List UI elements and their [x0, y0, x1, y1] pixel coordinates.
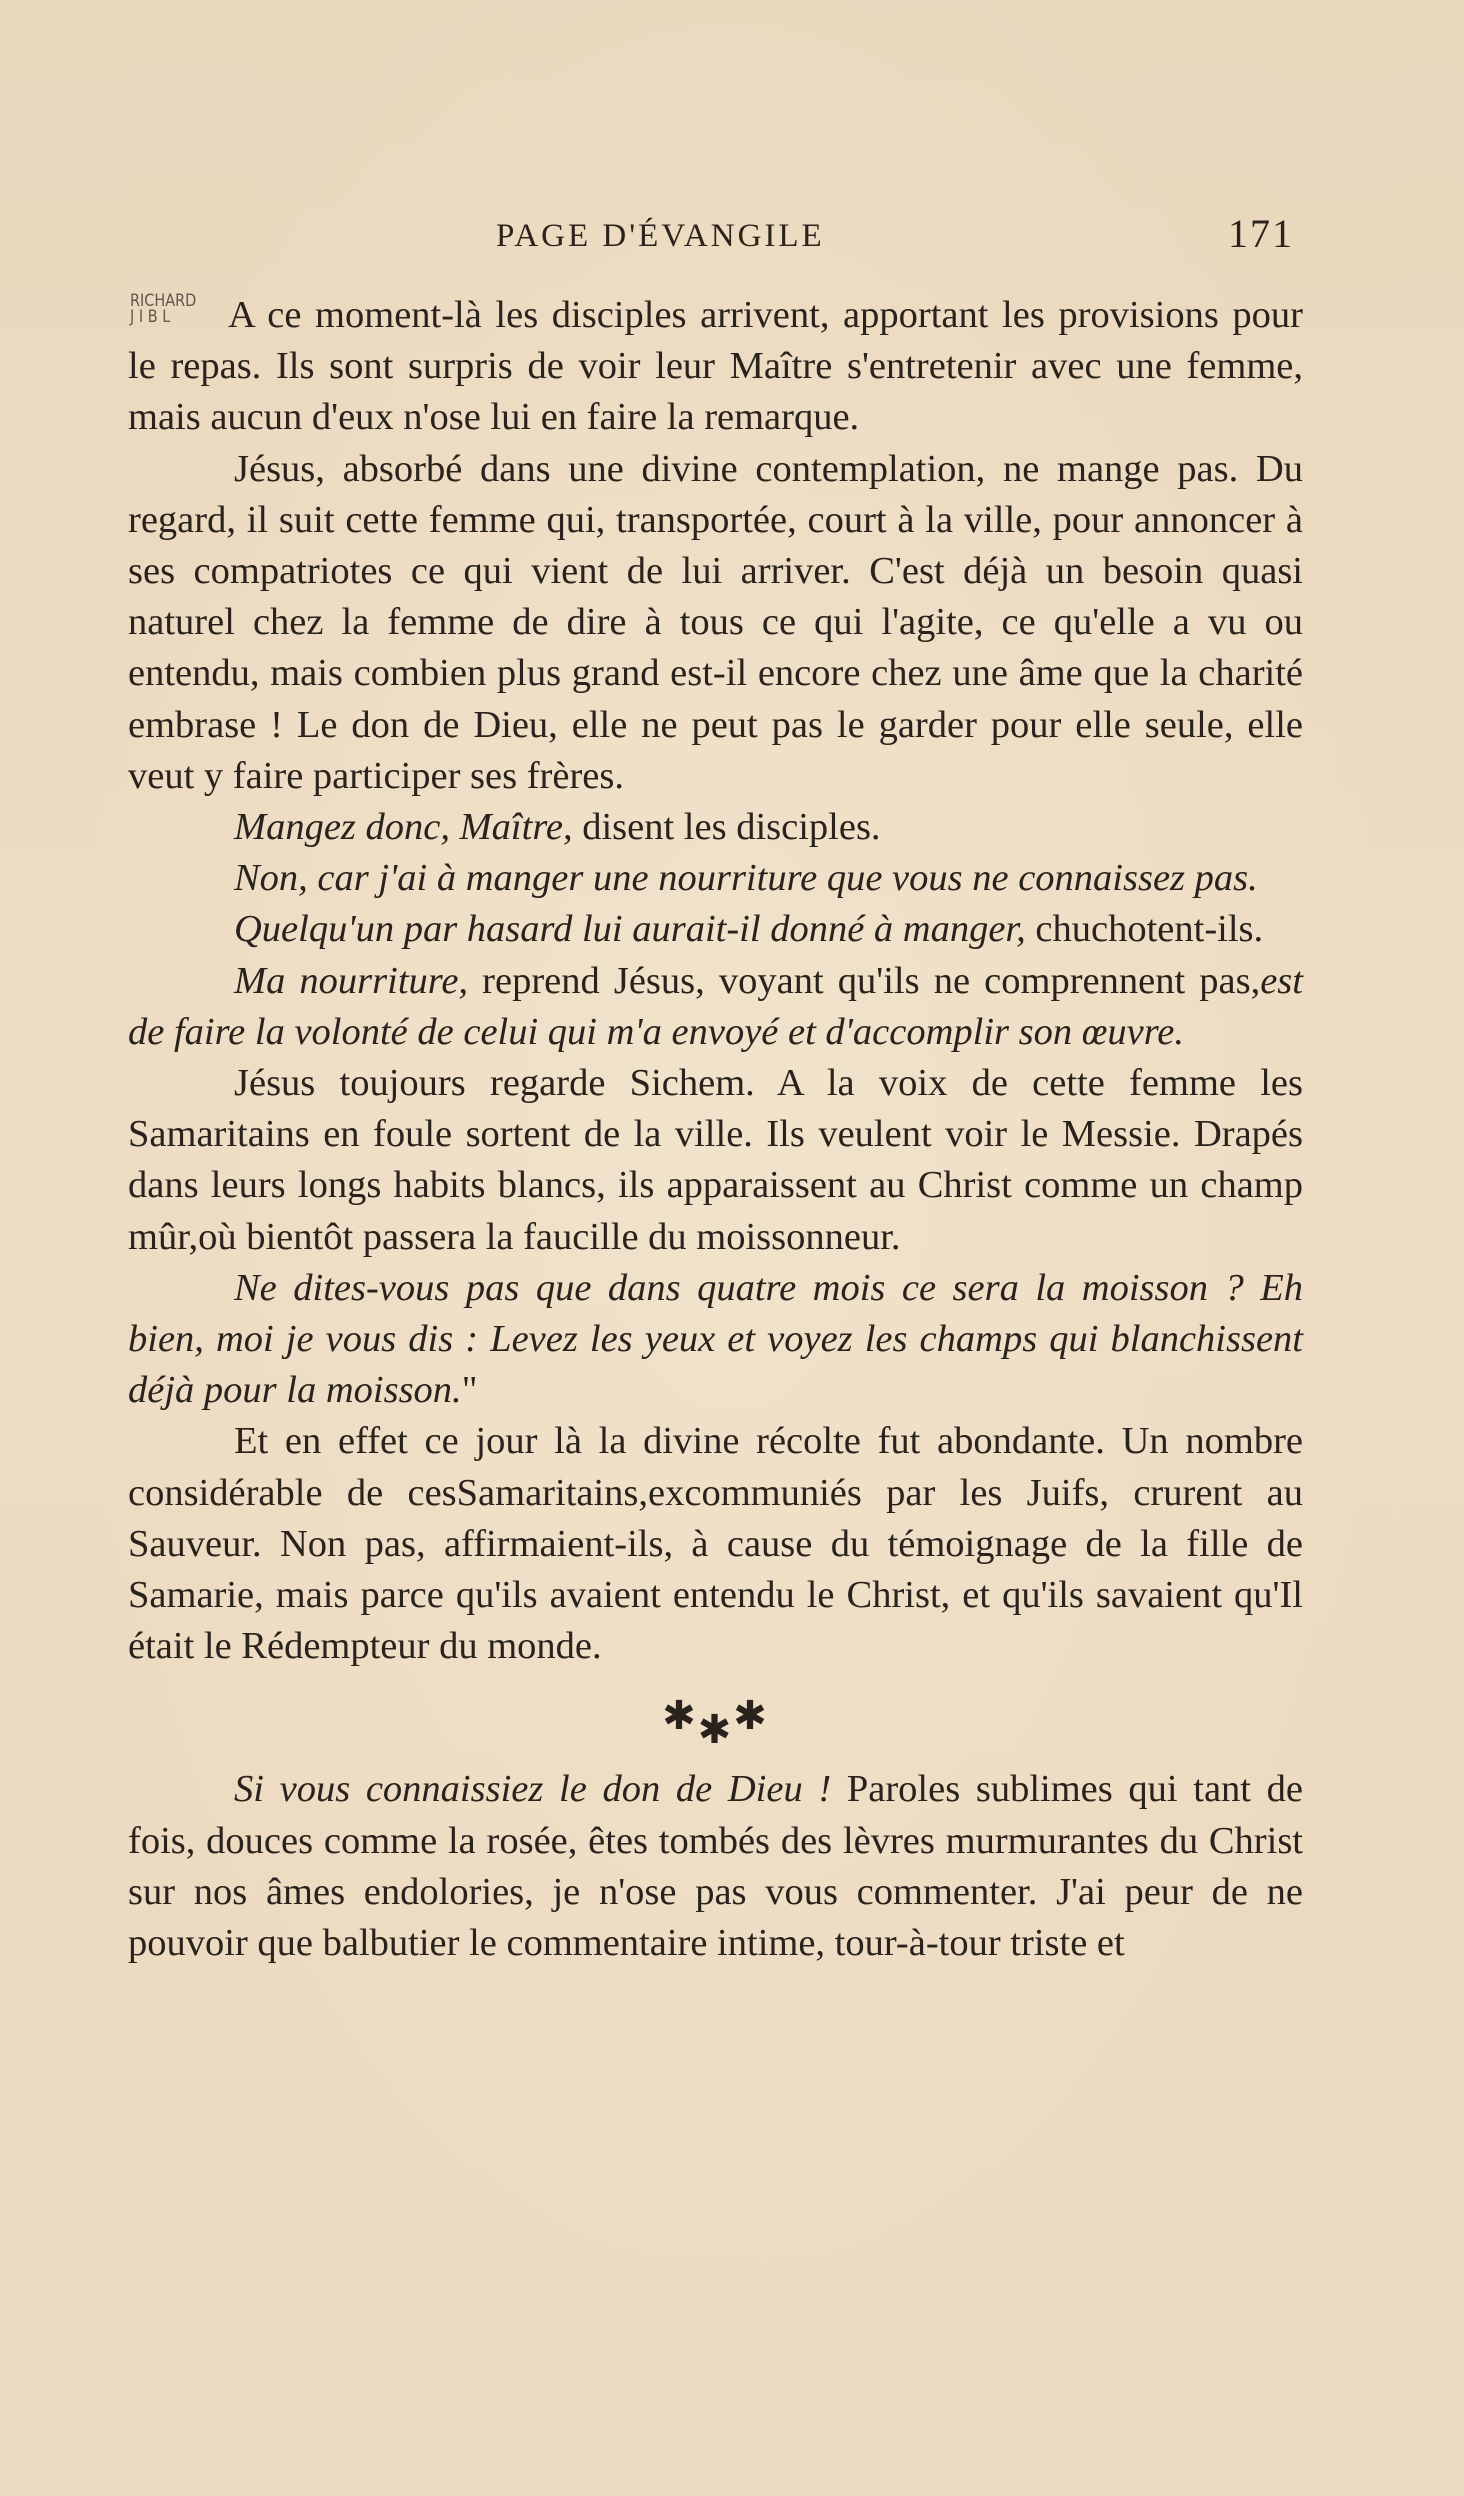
italic-run: Mangez donc, Maître,: [234, 806, 573, 849]
stamp-text-bottom: J I B L: [130, 307, 171, 327]
italic-run: Ma nourriture,: [234, 959, 469, 1002]
text-run: chuchotent-ils.: [1025, 908, 1264, 951]
text-run: disent les disciples.: [572, 806, 881, 849]
text-run: ": [461, 1369, 478, 1412]
running-head: PAGE D'ÉVANGILE: [496, 218, 825, 254]
text-run: Et en effet ce jour là la divine récolte fut abondante. Un nombre considérable de cesSamaritains,excommuniés par les Juifs, crurent au Sauveur. Non pas, affirmaient-ils, à cause du témoignage de la fille de Samarie, mais parce qu'ils avaient entendu le Christ, et qu'ils savaient qu'Il était le Rédempteur du monde.: [128, 1420, 1303, 1668]
text-run: reprend Jésus, voyant qu'ils ne comprennent pas,: [468, 959, 1261, 1002]
text-run: Jésus toujours regarde Sichem. A la voix de cette femme les Samaritains en foule sortent de la ville. Ils veulent voir le Messie. Drapés dans leurs longs habits blancs, ils apparaissent au Christ comme un champ mûr,où bientôt passera la faucille du moissonneur.: [128, 1062, 1303, 1258]
text-run: Jésus, absorbé dans une divine contemplation, ne mange pas. Du regard, il suit cette femme qui, transportée, court à la ville, pour annoncer à ses compatriotes ce qui vient de lui arriver. C'est déjà un besoin quasi naturel chez la femme de dire à tous ce qui l'agite, ce qu'elle a vu ou entendu, mais combien plus grand est-il encore chez une âme que la charité embrase ! Le don de Dieu, elle ne peut pas le garder pour elle seule, elle veut y faire participer ses frères.: [128, 447, 1303, 797]
paragraph-p8: [128, 1263, 1303, 1417]
italic-run: Si vous connaissiez le don de Dieu !: [234, 1768, 832, 1811]
paragraph-p3: [128, 802, 1303, 853]
italic-run: est de faire la volonté de celui qui m'a envoyé et d'accomplir son œuvre.: [128, 959, 1303, 1053]
italic-run: Ne dites-vous pas que dans quatre mois ce sera la moisson ? Eh bien, moi je vous dis : Levez les yeux et voyez les champs qui blanchissent déjà pour la moisson.: [128, 1266, 1303, 1412]
paragraph-p1: [128, 290, 1303, 444]
paragraph-p7: [128, 1058, 1303, 1263]
italic-run: Non, car j'ai à manger une nourriture que vous ne connaissez pas.: [234, 857, 1258, 900]
stamp-text-top: RICHARD: [130, 291, 197, 311]
page-number: 171: [1228, 211, 1294, 256]
italic-run: Quelqu'un par hasard lui aurait-il donné à manger,: [234, 908, 1026, 951]
text-run: A ce moment-là les disciples arrivent, apportant les provisions pour le repas. Ils sont surpris de voir leur Maître s'entretenir avec une femme, mais aucun d'eux n'ose lui en faire la remarque.: [128, 294, 1303, 439]
paragraph-p5: [128, 904, 1303, 955]
paragraph-p4: [128, 853, 1303, 904]
section-asterism: $✱_✱✱$: [662, 1693, 769, 1753]
paragraph-p6: [128, 956, 1303, 1058]
paragraph-p2: [128, 444, 1303, 802]
paragraph-p9: [128, 1416, 1303, 1672]
text-run: Paroles sublimes qui tant de fois, douces comme la rosée, êtes tombés des lèvres murmurantes du Christ sur nos âmes endolories, je n'ose pas vous commenter. J'ai peur de ne pouvoir que balbutier le commentaire intime, tour-à-tour triste et: [128, 1768, 1303, 1965]
body-text: [128, 290, 1303, 1969]
paragraph-p10: [128, 1764, 1303, 1969]
